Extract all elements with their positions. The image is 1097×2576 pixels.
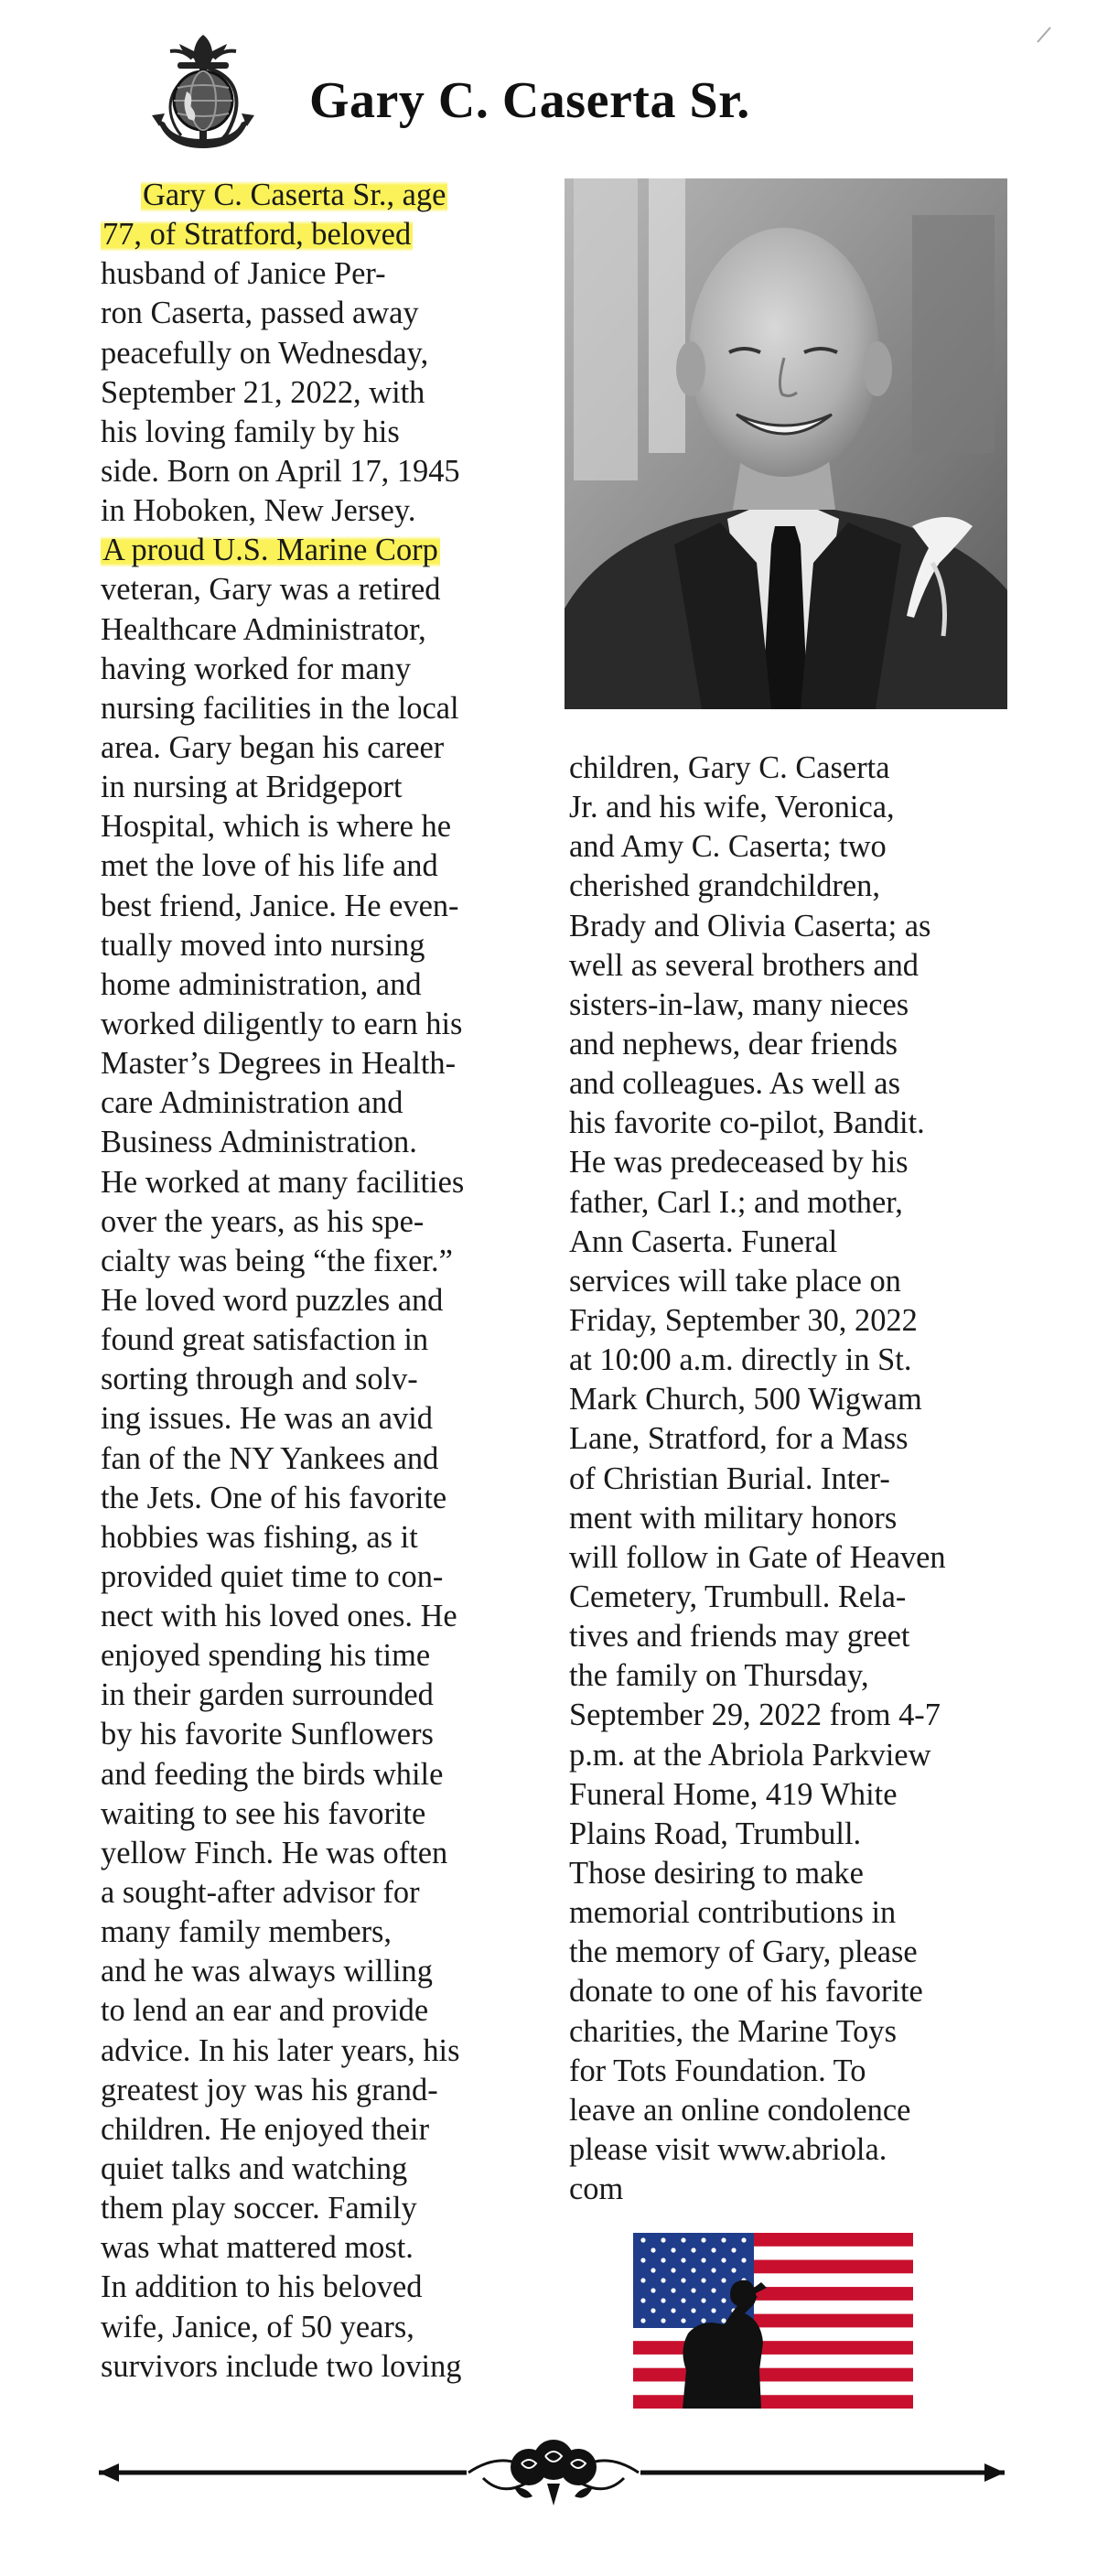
text-line (101, 1913, 547, 1952)
text-line-content: yellow Finch. He was often (101, 1835, 448, 1870)
flag-star (741, 2258, 746, 2262)
flag-star (661, 2258, 665, 2262)
text-line-content: 77, of Stratford, beloved (102, 217, 412, 253)
text-line (569, 1262, 1008, 1301)
text-line-content: Master’s Degrees in Health- (101, 1046, 457, 1082)
text-line (101, 610, 547, 650)
flag-star (671, 2288, 675, 2292)
text-line-content: in their garden surrounded (101, 1677, 434, 1713)
text-line (101, 1518, 547, 1557)
text-line-content: nursing facilities in the local (101, 690, 459, 726)
text-line-content: Friday, September 30, 2022 (569, 1302, 918, 1338)
text-line-content: provided quiet time to con- (101, 1558, 444, 1594)
text-line-content: Plains Road, Trumbull. (569, 1816, 862, 1851)
text-line (569, 1656, 1008, 1696)
text-line-content: father, Carl I.; and mother, (569, 1184, 903, 1220)
text-line-content: ing issues. He was an avid (101, 1401, 433, 1437)
flag-stripe (633, 2395, 913, 2409)
text-line (101, 1479, 547, 1518)
flag-star (651, 2247, 655, 2252)
text-line-content: well as several brothers and (569, 947, 919, 983)
text-line-content: and nephews, dear friends (569, 1026, 898, 1062)
text-line (569, 2052, 1008, 2091)
text-line-content: his loving family by his (101, 414, 400, 449)
text-line (101, 1005, 547, 1044)
saluting-soldier-flag-image (633, 2233, 913, 2409)
text-line (569, 986, 1008, 1025)
text-line-content: In addition to his beloved (101, 2269, 423, 2305)
text-line-content: having worked for many (101, 651, 412, 686)
flag-star (691, 2308, 695, 2312)
text-line (101, 1991, 547, 2031)
text-line-content: enjoyed spending his time (101, 1638, 431, 1674)
text-line (101, 334, 547, 373)
text-line (101, 2228, 547, 2268)
flag-star (691, 2288, 695, 2292)
text-line-content: and colleagues. As well as (569, 1066, 900, 1102)
text-line-content: hobbies was fishing, as it (101, 1519, 418, 1555)
flag-star (711, 2308, 715, 2312)
text-line-content: Gary C. Caserta Sr., age (143, 178, 446, 212)
text-line (101, 1360, 547, 1399)
text-line (101, 215, 547, 254)
text-line (101, 1123, 547, 1162)
text-line-content: care Administration and (101, 1085, 403, 1121)
flag-star (640, 2237, 645, 2242)
flag-star (651, 2288, 655, 2292)
text-line (101, 1795, 547, 1834)
text-line (569, 2170, 1008, 2209)
text-line-content: of Christian Burial. Inter- (569, 1460, 890, 1496)
text-line (101, 965, 547, 1005)
flag-star (640, 2318, 645, 2323)
text-line (569, 1419, 1008, 1459)
flag-star (721, 2237, 726, 2242)
text-line (101, 1715, 547, 1754)
flag-star (671, 2247, 675, 2252)
text-line-content: and he was always willing (101, 1954, 433, 1989)
text-line-content: Jr. and his wife, Veronica, (569, 790, 895, 825)
rose-ornament-divider (99, 2432, 1005, 2515)
text-line (569, 788, 1008, 827)
flag-star (701, 2278, 705, 2282)
text-line (569, 946, 1008, 986)
text-line-content: met the love of his life and (101, 848, 438, 884)
text-line (101, 1242, 547, 1281)
text-line (101, 1202, 547, 1242)
text-line-content: He was predeceased by his (569, 1145, 909, 1180)
flag-star (711, 2268, 715, 2272)
text-line (101, 1557, 547, 1597)
text-line-content: Cemetery, Trumbull. Rela- (569, 1579, 907, 1614)
flag-star (721, 2298, 726, 2302)
flag-star (640, 2298, 645, 2302)
text-line (101, 452, 547, 491)
text-line (101, 768, 547, 807)
text-line (101, 1281, 547, 1320)
text-line (569, 1933, 1008, 1972)
text-line (569, 1736, 1008, 1775)
text-line (101, 2150, 547, 2189)
text-line-content: and feeding the birds while (101, 1756, 444, 1792)
text-line (101, 926, 547, 965)
obituary-body-right-column (569, 749, 1008, 2209)
text-line (569, 1696, 1008, 1735)
text-line (101, 1597, 547, 1636)
text-line (569, 1301, 1008, 1341)
text-line-content: area. Gary began his career (101, 729, 445, 765)
text-line-content: Brady and Olivia Caserta; as (569, 908, 931, 943)
flag-star (681, 2237, 685, 2242)
text-line-content: survivors include two loving (101, 2348, 462, 2384)
text-line-content: cherished grandchildren, (569, 868, 880, 904)
flag-stripe (633, 2368, 913, 2382)
text-line (101, 2110, 547, 2150)
text-line (569, 1223, 1008, 1262)
text-line-content: nect with his loved ones. He (101, 1599, 457, 1634)
obituary-title: Gary C. Caserta Sr. (309, 72, 750, 129)
text-line-content: charities, the Marine Toys (569, 2013, 897, 2049)
flag-star (640, 2258, 645, 2262)
text-line (569, 1538, 1008, 1578)
text-line-content: Healthcare Administrator, (101, 611, 426, 647)
text-line-content: will follow in Gate of Heaven (569, 1539, 946, 1575)
text-line (569, 1893, 1008, 1933)
text-line-content: Business Administration. (101, 1125, 417, 1160)
text-line (569, 1972, 1008, 2011)
text-line-content: was what mattered most. (101, 2230, 414, 2266)
text-line (101, 650, 547, 689)
text-line-content: donate to one of his favorite (569, 1974, 923, 2010)
text-line-content: A proud U.S. Marine Corp (102, 533, 438, 568)
flag-star (701, 2258, 705, 2262)
text-line (569, 1815, 1008, 1854)
text-line-content: children. He enjoyed their (101, 2111, 430, 2147)
flag-star (701, 2318, 705, 2323)
flag-star (681, 2258, 685, 2262)
text-line-content: a sought-after advisor for (101, 1875, 420, 1911)
text-line (101, 2308, 547, 2347)
flag-star (681, 2298, 685, 2302)
text-line-content: peacefully on Wednesday, (101, 335, 429, 371)
text-line-content: Ann Caserta. Funeral (569, 1223, 838, 1259)
text-line (569, 749, 1008, 788)
text-line-content: leave an online condolence (569, 2092, 911, 2128)
text-line (101, 1952, 547, 1991)
flag-star (721, 2258, 726, 2262)
text-line-content: Those desiring to make (569, 1855, 864, 1891)
flag-star (721, 2318, 726, 2323)
flag-star (651, 2268, 655, 2272)
text-line-content: to lend an ear and provide (101, 1993, 429, 2029)
text-line (569, 1617, 1008, 1656)
text-line-content: sisters-in-law, many nieces (569, 986, 909, 1022)
text-line (101, 254, 547, 294)
text-line-content: tives and friends may greet (569, 1619, 910, 1654)
text-line (101, 570, 547, 609)
flag-star (691, 2268, 695, 2272)
text-line-content: p.m. at the Abriola Parkview (569, 1737, 931, 1773)
text-line (569, 2012, 1008, 2052)
text-line (101, 1399, 547, 1439)
flag-star (671, 2268, 675, 2272)
text-line (569, 1578, 1008, 1617)
text-line (101, 1439, 547, 1479)
text-line-content: at 10:00 a.m. directly in St. (569, 1342, 912, 1378)
flag-star (711, 2247, 715, 2252)
flag-star (671, 2308, 675, 2312)
flag-star (681, 2318, 685, 2323)
text-line (569, 827, 1008, 867)
flag-star (661, 2298, 665, 2302)
text-line (101, 728, 547, 768)
corner-ink-mark (1032, 20, 1059, 48)
text-line-content: veteran, Gary was a retired (101, 572, 441, 608)
flag-stripe (633, 2341, 913, 2355)
text-line (569, 1460, 1008, 1499)
text-line (569, 1775, 1008, 1815)
text-line-content: the family on Thursday, (569, 1658, 869, 1694)
text-line-content: and Amy C. Caserta; two (569, 829, 887, 865)
text-line-content: for Tots Foundation. To (569, 2053, 866, 2088)
flag-star (721, 2278, 726, 2282)
text-line (101, 846, 547, 886)
text-line-content: home administration, and (101, 966, 422, 1002)
text-line (101, 491, 547, 531)
flag-star (691, 2247, 695, 2252)
text-line (101, 294, 547, 333)
text-line-content: Funeral Home, 419 White (569, 1776, 898, 1812)
text-line-content: fan of the NY Yankees and (101, 1440, 439, 1476)
text-line (101, 1044, 547, 1083)
text-line (101, 1083, 547, 1123)
text-line (569, 2091, 1008, 2130)
text-line-content: them play soccer. Family (101, 2191, 417, 2226)
text-line (569, 1380, 1008, 1419)
text-line-content: please visit www.abriola. (569, 2131, 887, 2167)
text-line (569, 1064, 1008, 1104)
text-line-content: side. Born on April 17, 1945 (101, 453, 460, 489)
text-line (569, 1143, 1008, 1182)
text-line (101, 373, 547, 413)
text-line (569, 1025, 1008, 1064)
text-line-content: the Jets. One of his favorite (101, 1480, 447, 1515)
text-line-content: advice. In his later years, his (101, 2032, 460, 2068)
flag-star (661, 2318, 665, 2323)
text-line (101, 2189, 547, 2228)
flag-star (661, 2237, 665, 2242)
flag-star (701, 2298, 705, 2302)
text-line-content: best friend, Janice. He even- (101, 888, 459, 923)
text-line-content: com (569, 2172, 624, 2207)
text-line-content: children, Gary C. Caserta (569, 750, 890, 785)
text-line-content: many family members, (101, 1914, 393, 1950)
text-line-content: September 29, 2022 from 4-7 (569, 1698, 941, 1733)
text-line (101, 2071, 547, 2110)
text-line (569, 1183, 1008, 1223)
text-line (101, 807, 547, 846)
text-line (569, 867, 1008, 906)
flag-star (640, 2278, 645, 2282)
text-line-content: waiting to see his favorite (101, 1795, 426, 1831)
text-line (101, 1755, 547, 1795)
text-line (101, 531, 547, 570)
flag-star (741, 2237, 746, 2242)
flag-star (661, 2278, 665, 2282)
text-line-content: tually moved into nursing (101, 927, 425, 963)
text-line-content: wife, Janice, of 50 years, (101, 2309, 414, 2344)
text-line (569, 1104, 1008, 1143)
text-line (101, 887, 547, 926)
text-line (101, 1636, 547, 1676)
text-line-content: ron Caserta, passed away (101, 296, 419, 331)
text-line (101, 689, 547, 728)
text-line (569, 1854, 1008, 1893)
flag-star (681, 2278, 685, 2282)
text-line-content: cialty was being “the fixer.” (101, 1243, 453, 1278)
flag-star (701, 2237, 705, 2242)
text-line (101, 1834, 547, 1873)
text-line (101, 2032, 547, 2071)
text-line (569, 1499, 1008, 1538)
text-line-content: He worked at many facilities (101, 1164, 465, 1200)
text-line (101, 1676, 547, 1715)
text-line-content: over the years, as his spe- (101, 1203, 425, 1239)
text-line-content: in Hoboken, New Jersey. (101, 493, 416, 529)
text-line-content: services will take place on (569, 1263, 901, 1299)
text-line (101, 176, 547, 215)
marine-corps-emblem-icon (139, 31, 267, 159)
text-line-content: sorting through and solv- (101, 1362, 418, 1397)
flag-star (731, 2268, 736, 2272)
text-line-content: September 21, 2022, with (101, 374, 425, 410)
text-line (569, 907, 1008, 946)
text-line-content: greatest joy was his grand- (101, 2072, 438, 2107)
text-line (101, 1873, 547, 1913)
text-line (569, 2130, 1008, 2170)
text-line-content: Mark Church, 500 Wigwam (569, 1382, 922, 1417)
text-line-content: ment with military honors (569, 1500, 898, 1536)
text-line-content: He loved word puzzles and (101, 1282, 444, 1318)
flag-star (731, 2247, 736, 2252)
text-line-content: in nursing at Bridgeport (101, 770, 403, 805)
flag-star (711, 2288, 715, 2292)
rose-ornament-icon (467, 2440, 640, 2506)
text-line (101, 2347, 547, 2387)
portrait-photo (565, 178, 1007, 709)
text-line-content: worked diligently to earn his (101, 1006, 463, 1041)
text-line-content: by his favorite Sunflowers (101, 1717, 434, 1752)
text-line-content: found great satisfaction in (101, 1322, 429, 1358)
text-line-content: quiet talks and watching (101, 2151, 408, 2187)
text-line-content: Lane, Stratford, for a Mass (569, 1421, 909, 1457)
text-line-content: Hospital, which is where he (101, 809, 451, 845)
flag-star (651, 2308, 655, 2312)
text-line (101, 2268, 547, 2307)
text-line-content: the memory of Gary, please (569, 1935, 918, 1970)
text-line-content: his favorite co-pilot, Bandit. (569, 1105, 925, 1141)
text-line-content: memorial contributions in (569, 1895, 897, 1931)
text-line-content: husband of Janice Per- (101, 256, 386, 292)
text-line (569, 1341, 1008, 1380)
text-line (101, 413, 547, 452)
text-line (101, 1163, 547, 1202)
text-line (101, 1320, 547, 1360)
obituary-body-left-column (101, 176, 547, 2387)
